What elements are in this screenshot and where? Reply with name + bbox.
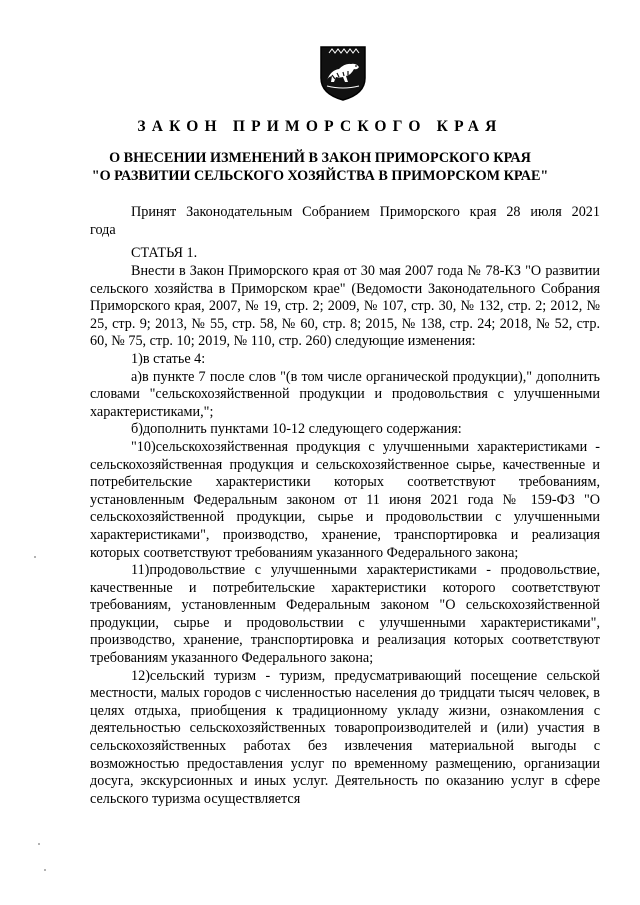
point-11: 11)продовольствие с улучшенными характеристиками - продовольствие, качественные и потребительские характеристики которого соответствуют требованиям, установленным Федеральным законом "О сельскохозяйственной продукции, сырье и продовольствии с улучшенными характеристиками", производство, хранение, транспортировка и реализация которых соответствуют требованиям указанного Федерального закона; xyxy=(90,562,600,667)
coat-of-arms-icon xyxy=(318,44,368,102)
scan-speck xyxy=(44,869,46,871)
law-subtitle-line-2: "О РАЗВИТИИ СЕЛЬСКОГО ХОЗЯЙСТВА В ПРИМОРСКОМ КРАЕ" xyxy=(91,168,549,184)
scan-speck xyxy=(38,843,40,845)
article-intro: Внести в Закон Приморского края от 30 мая 2007 года № 78-КЗ "О развитии сельского хозяйства в Приморском крае" (Ведомости Законодательного Собрания Приморского края, 2007, № 19, стр. 2; 2009, № 107, стр. 30, № 132, стр. 2; 2012, № 25, стр. 9; 2013, № 55, стр. 58, № 60, стр. 8; 2015, № 138, стр. 24; 2018, № 52, стр. 60, № 75, стр. 10; 2019, № 110, стр. 260) следующие изменения: xyxy=(90,263,600,350)
law-subtitle-line-1: О ВНЕСЕНИИ ИЗМЕНЕНИЙ В ЗАКОН ПРИМОРСКОГО КРАЯ xyxy=(109,150,531,166)
item-1b: б)дополнить пунктами 10-12 следующего содержания: xyxy=(131,421,462,438)
point-12: 12)сельский туризм - туризм, предусматривающий посещение сельской местности, малых городов с численностью населения до тридцати тысяч человек, в целях отдыха, приобщения к традиционному укладу жизни, ознакомления с деятельностью сельскохозяйственных товаропроизводителей и (или) участия в сельскохозяйственных работах без извлечения материальной выгоды с возможностью предоставления услуг по временному размещению, организации досуга, экскурсионных и иных услуг. Деятельность по оказанию услуг в сфере сельского туризма осуществляется xyxy=(90,667,600,807)
adoption-note: Принят Законодательным Собранием Приморского края 28 июля 2021 года xyxy=(90,204,600,238)
article-body xyxy=(90,263,600,808)
point-10: "10)сельскохозяйственная продукция с улучшенными характеристиками - сельскохозяйственная продукция и сельскохозяйственное сырье, качественные и потребительские характеристики которых соответствуют требованиям, установленным Федеральным законом от 11 июня 2021 года № 159-ФЗ "О сельскохозяйственной продукции, сырье и продовольствии с улучшенными характеристиками", производство, хранение, транспортировка и реализация которых соответствуют требованиям указанного Федерального закона; xyxy=(90,438,600,561)
item-1a: а)в пункте 7 после слов "(в том числе органической продукции)," дополнить словами "сельскохозяйственной продукции и продовольствия с улучшенными характеристиками,"; xyxy=(90,368,600,420)
scan-speck xyxy=(34,556,36,558)
article-heading: СТАТЬЯ 1. xyxy=(131,245,198,261)
item-1: 1)в статье 4: xyxy=(131,350,206,367)
law-title: ЗАКОН ПРИМОРСКОГО КРАЯ xyxy=(137,118,503,135)
